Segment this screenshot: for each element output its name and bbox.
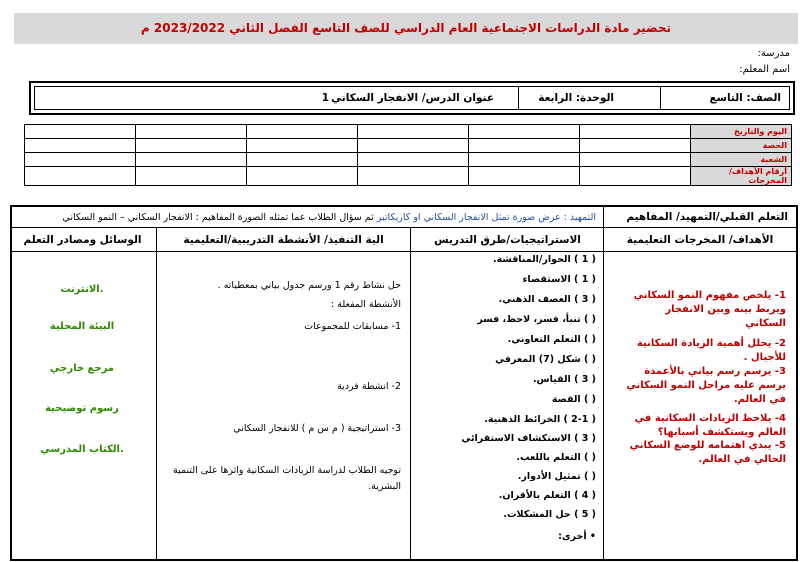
lesson-info-box [29, 81, 795, 115]
col-activities: الية التنفيذ/ الأنشطة التدريبية/التعليمية [183, 234, 384, 246]
strategy-item: ( ) التعلم التعاوني. [507, 334, 596, 345]
intro-text [16, 212, 596, 223]
strategy-item: ( ) تنبأ، فسر، لاحظ، فسر [477, 314, 596, 325]
resource-item: .الكتاب المدرسي [40, 444, 124, 455]
objective-5: 5- يبدي اهتمامه للوضع السكاني الحالي في العالم. [629, 440, 786, 465]
activity-text: حل نشاط رقم 1 ورسم جدول بياني بمعطياته . [217, 280, 401, 291]
school-label: مدرسة: [757, 48, 790, 59]
intro-rest: ثم سؤال الطلاب عما تمثله الصورة المفاهيم : الانفجار السكاني – النمو السكاني [62, 212, 377, 223]
unit-text: الوحدة: الرابعة [538, 92, 614, 104]
activity-text: 2- انشطة فردية [337, 381, 401, 392]
strategy-item: ( 1 ) الحوار/المناقشة. [493, 254, 596, 265]
strategy-item: ( 3 ) العصف الذهني. [498, 294, 596, 305]
resource-item: رسوم توضيحية [45, 403, 119, 414]
prior-learning-label: التعلم القبلي/التمهيد/ المفاهيم [626, 211, 788, 223]
objective-4: 4- يلاحظ الزيادات السكانية في العالم ويستكشف أسبابها؟ [634, 413, 786, 438]
lesson-title: عنوان الدرس/ الانفجار السكاني [331, 92, 494, 104]
label-section: الشعبة [691, 153, 792, 167]
grade-text: الصف: التاسع [709, 92, 781, 104]
activity-text: 1- مسابقات للمجموعات [304, 321, 401, 332]
strategy-item: ( ) القصة [551, 394, 596, 405]
teacher-label: اسم المعلم: [739, 64, 790, 75]
strategy-item: ( 3 ) الاستكشاف الاستقرائي [461, 433, 596, 444]
label-period: الحصة [691, 139, 792, 153]
strategy-item: ( 3 ) القياس. [532, 374, 596, 385]
strategy-item: ( 5 ) حل المشكلات. [503, 509, 596, 520]
col-strategies: الاستراتيجيات/طرق التدريس [434, 234, 581, 246]
activity-text: 3- استراتيجية ( م س م ) للانفجار السكاني [233, 423, 401, 434]
strategy-item: ( ) التعلم باللعب. [516, 452, 596, 463]
col-resources: الوسائل ومصادر التعلم [23, 234, 142, 246]
strategy-item: ( 4 ) التعلم بالأقران. [498, 490, 596, 501]
label-objectives-nums: أرقام الأهداف/المخرجات [691, 167, 792, 186]
resource-item: البيئة المحلية [49, 321, 115, 332]
page-title: تحضير مادة الدراسات الاجتماعية العام الدراسي للصف التاسع الفصل الثاني 2023/2022 م [14, 13, 798, 44]
objective-2: 2- يحلل أهمية الزيادة السكانية للأجيال . [636, 338, 786, 363]
strategy-item: ( ) شكل (7) المعرفي [495, 354, 596, 365]
activity-text: توجيه الطلاب لدراسة الزيادات السكانية واثرها على التنمية البشرية. [173, 465, 401, 492]
intro-highlight: التمهيد : عرض صورة تمثل الانفجار السكاني او كاريكاتير [376, 212, 596, 223]
resource-item: مرجع خارجي [50, 363, 114, 374]
objective-3: 3- يرسم رسم بياني بالأعمدة يرسم عليه مراحل النمو السكاني في العالم. [626, 366, 786, 405]
col-objectives: الأهداف/ المخرجات التعليمية [626, 234, 774, 246]
strategy-item: ( 1 ) الاستقصاء [522, 274, 596, 285]
label-day-date: اليوم والتاريخ [691, 125, 792, 139]
strategy-item: ( 2-1 ) الخرائط الذهنية. [484, 414, 596, 425]
strategy-item: • أخرى: [558, 531, 596, 542]
activity-text: الأنشطة المفعلة : [331, 299, 401, 310]
lesson-number: 1 [321, 92, 329, 104]
lesson-plan-table [10, 205, 798, 561]
objective-1: 1- يلخص مفهوم النمو السكاني ويربط بينه وبين الانفجار السكاني [633, 290, 786, 329]
resource-item: .الانترنت [60, 284, 104, 295]
strategy-item: ( ) تمثيل الأدوار. [517, 471, 596, 482]
schedule-table [24, 124, 792, 186]
